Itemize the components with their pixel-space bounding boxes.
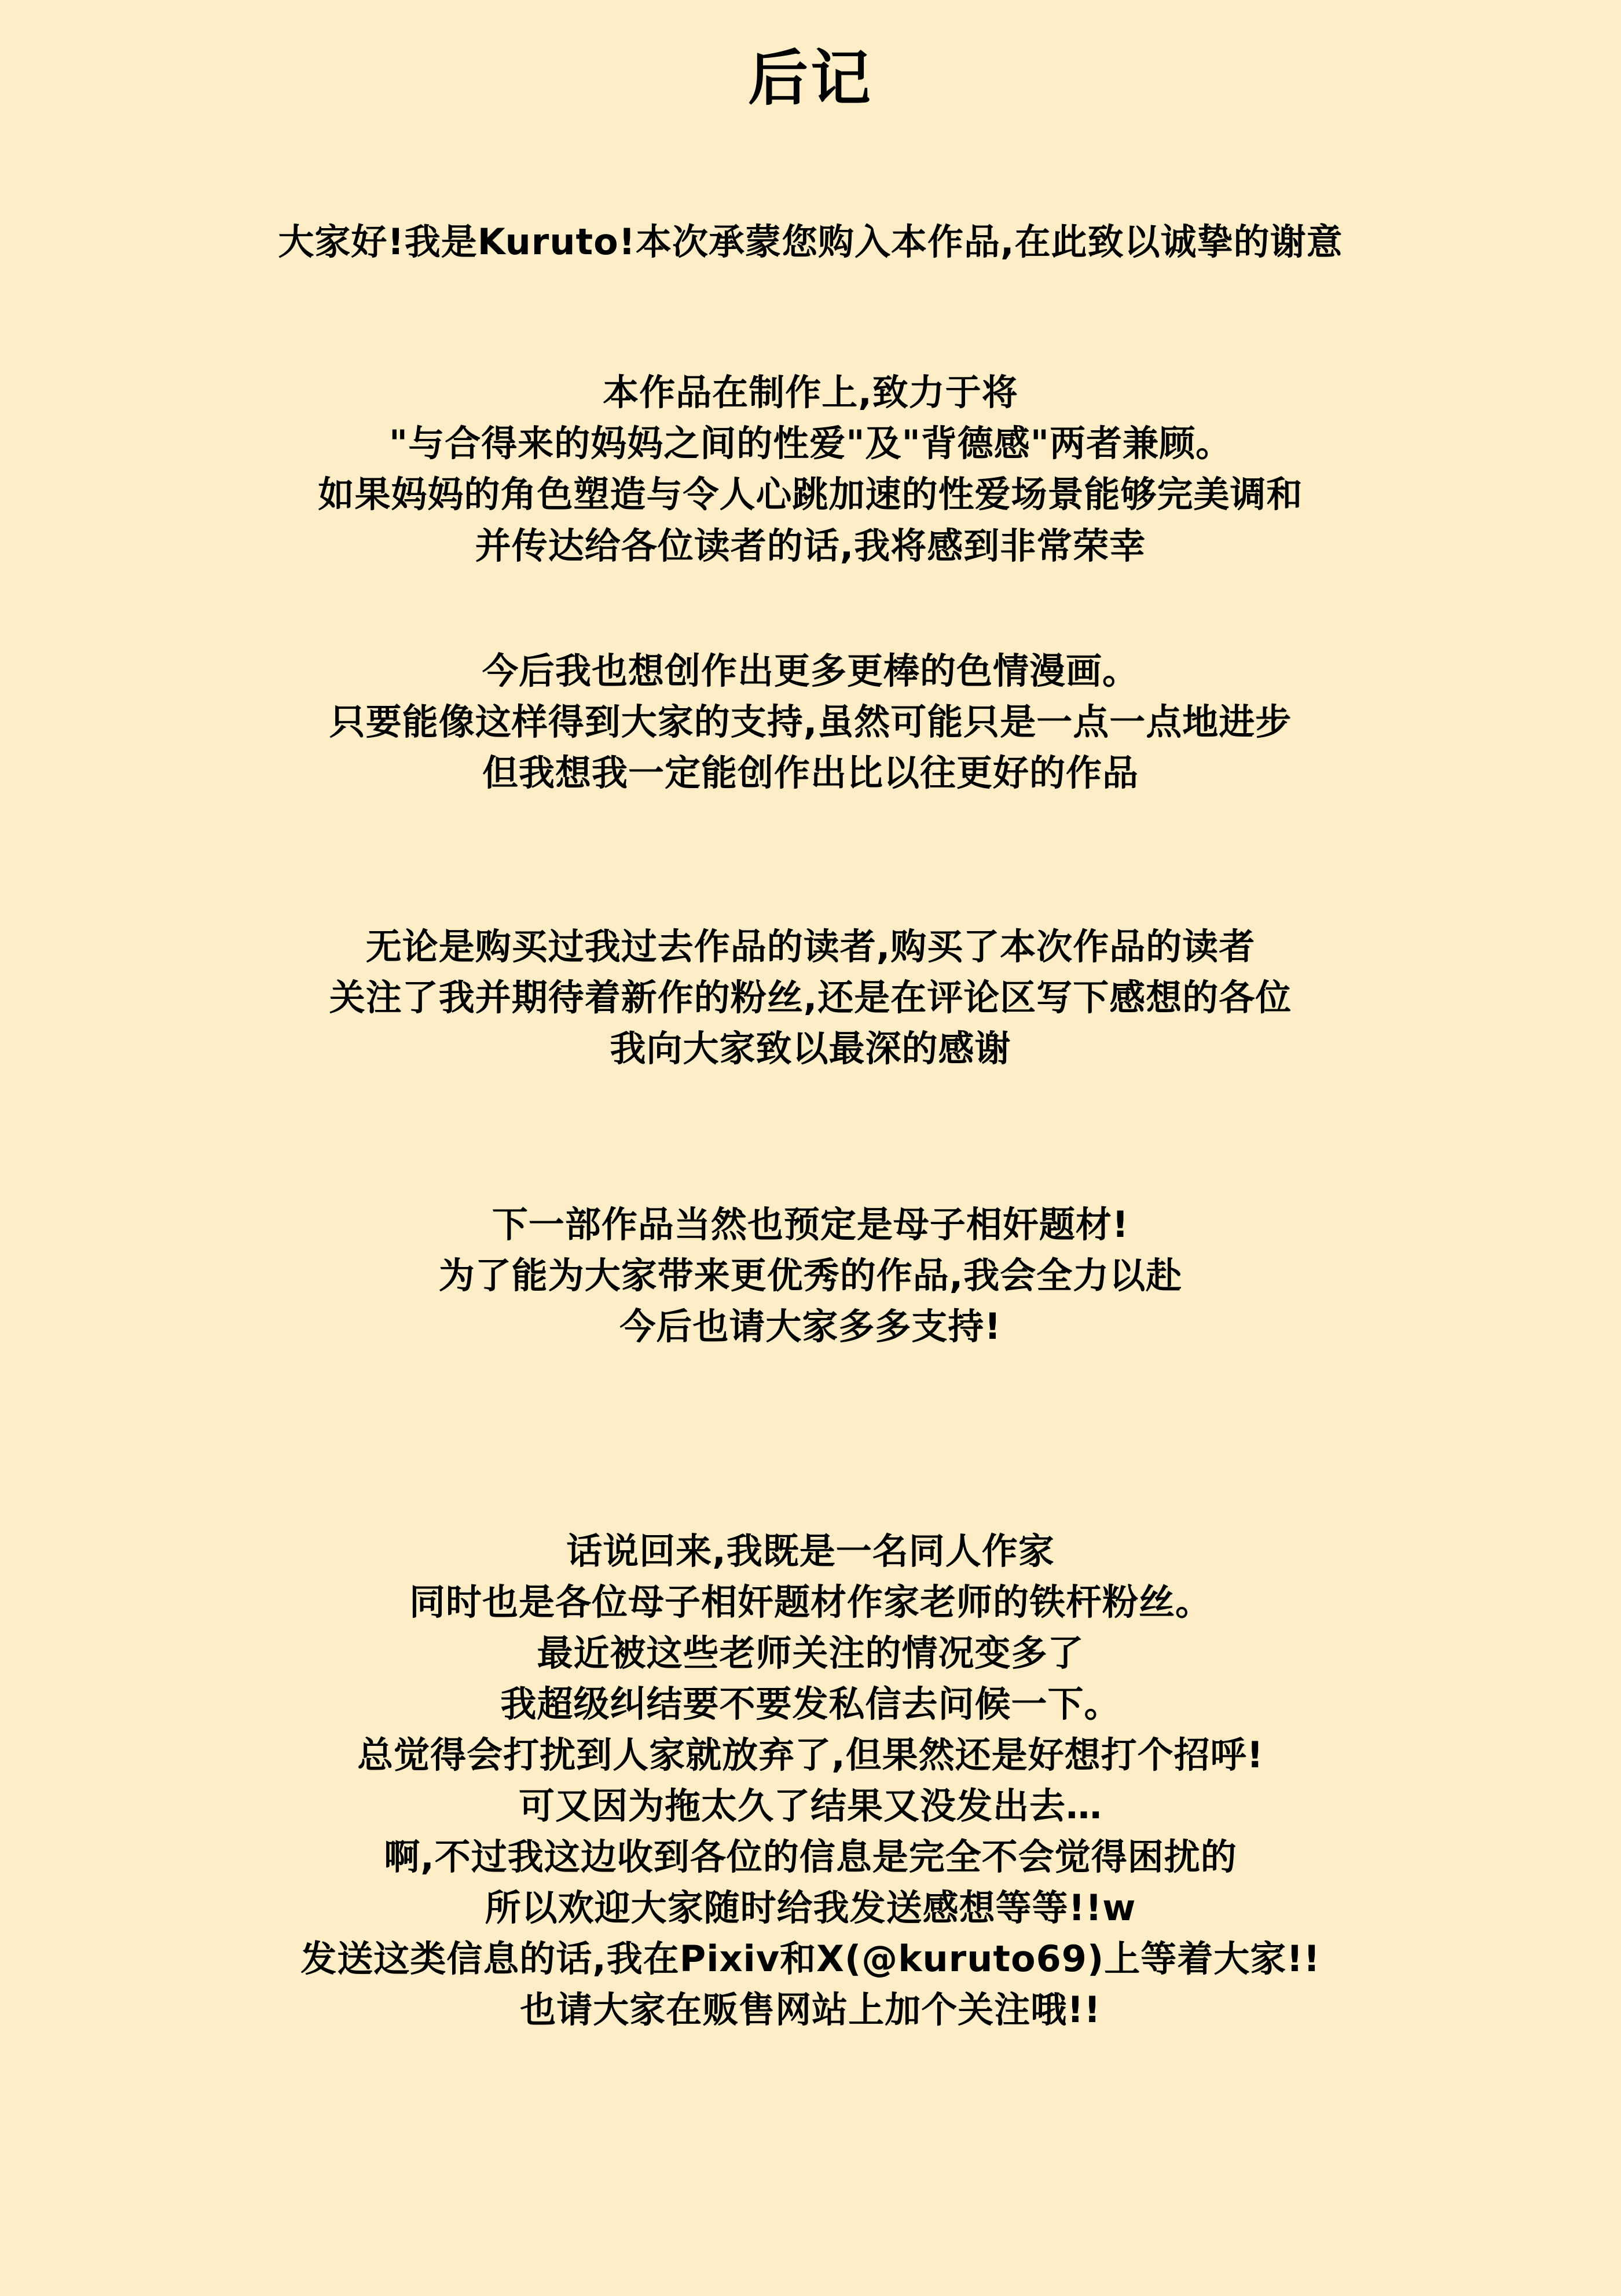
section-about-work [0, 367, 1621, 571]
section-thanks [0, 921, 1621, 1074]
section-next-work [0, 1199, 1621, 1352]
text-line: 啊,不过我这边收到各位的信息是完全不会觉得困扰的 [384, 1836, 1237, 1878]
section-future-plans [0, 646, 1621, 799]
text-line: 下一部作品当然也预定是母子相奸题材! [492, 1203, 1129, 1246]
text-line: 本作品在制作上,致力于将 [603, 371, 1018, 414]
text-line: 今后也请大家多多支持! [619, 1305, 1002, 1347]
text-line: 为了能为大家带来更优秀的作品,我会全力以赴 [438, 1254, 1183, 1297]
text-line: "与合得来的妈妈之间的性爱"及"背德感"两者兼顾。 [388, 422, 1233, 465]
text-line: 所以欢迎大家随时给我发送感想等等!!w [485, 1887, 1136, 1929]
text-line: 我向大家致以最深的感谢 [610, 1027, 1011, 1070]
text-line: 总觉得会打扰到人家就放弃了,但果然还是好想打个招呼! [357, 1733, 1264, 1776]
text-line: 同时也是各位母子相奸题材作家老师的铁杆粉丝。 [409, 1580, 1212, 1623]
section-greeting [0, 217, 1621, 268]
text-line: 但我想我一定能创作出比以往更好的作品 [482, 751, 1139, 794]
text-line: 话说回来,我既是一名同人作家 [566, 1529, 1055, 1572]
text-line: 并传达给各位读者的话,我将感到非常荣幸 [475, 524, 1146, 567]
text-line: 如果妈妈的角色塑造与令人心跳加速的性爱场景能够完美调和 [318, 473, 1303, 516]
text-line: 只要能像这样得到大家的支持,虽然可能只是一点一点地进步 [329, 700, 1292, 743]
text-line: 今后我也想创作出更多更棒的色情漫画。 [482, 649, 1139, 692]
text-line: 最近被这些老师关注的情况变多了 [537, 1631, 1084, 1674]
section-postscript [0, 1526, 1621, 2035]
text-line: 关注了我并期待着新作的粉丝,还是在评论区写下感想的各位 [329, 976, 1292, 1019]
text-line: 无论是购买过我过去作品的读者,购买了本次作品的读者 [365, 925, 1256, 968]
text-line: 也请大家在贩售网站上加个关注哦!! [520, 1989, 1101, 2031]
text-line: 我超级纠结要不要发私信去问候一下。 [500, 1682, 1121, 1725]
text-line: 发送这类信息的话,我在Pixiv和X(@kuruto69)上等着大家!! [300, 1938, 1321, 1980]
page-title: 后记 [747, 43, 873, 113]
text-line: 大家好!我是Kuruto!本次承蒙您购入本作品,在此致以诚挚的谢意 [278, 221, 1343, 263]
text-line: 可又因为拖太久了结果又没发出去… [518, 1784, 1102, 1827]
